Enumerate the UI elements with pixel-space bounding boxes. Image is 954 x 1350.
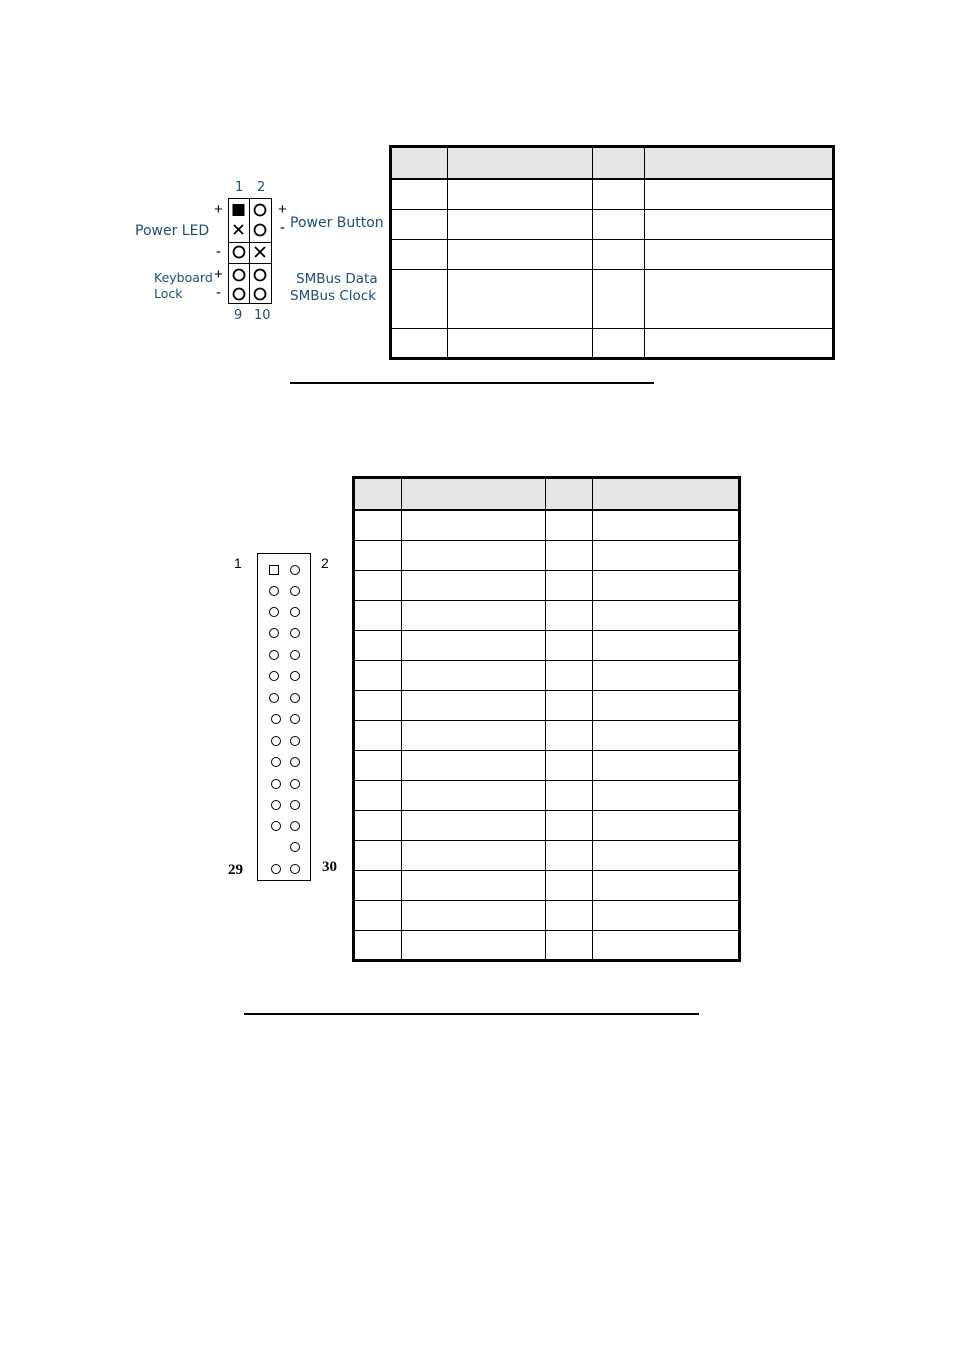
table-cell [402,630,546,660]
table-cell [402,540,546,570]
header-cell [546,478,593,511]
pin-1-square [269,565,279,575]
table-cell [354,840,402,870]
table-cell [593,540,740,570]
pin-8-circle [255,270,266,281]
header-cell [402,478,546,511]
table-cell [546,660,593,690]
table-cell [593,510,740,540]
table-cell [354,660,402,690]
table-row [354,570,740,600]
table-cell [546,870,593,900]
table-cell [546,690,593,720]
table-cell [593,750,740,780]
table-cell [546,510,593,540]
table-row [354,540,740,570]
table-cell [546,780,593,810]
pin-circle [290,650,300,660]
table-cell [593,660,740,690]
table-cell [402,690,546,720]
pin-circle [290,693,300,703]
table-cell [546,930,593,960]
table-cell [354,930,402,960]
table-cell [402,660,546,690]
table-cell [593,690,740,720]
pin-circle [290,800,300,810]
table-cell [546,570,593,600]
pin-1-square [233,204,245,216]
pin-circle [290,565,300,575]
table-row [354,810,740,840]
table-row [354,930,740,960]
header-cell [645,147,834,180]
pin-table-1 [389,145,835,360]
minus-sign: - [280,219,285,236]
pin-circle [269,586,279,596]
table-row [354,870,740,900]
table-row [354,900,740,930]
table-cell [593,570,740,600]
pin-10-circle [255,289,266,300]
table-cell [593,780,740,810]
table-row [354,780,740,810]
table-row [391,269,834,328]
pin-number-9: 9 [234,308,243,323]
pin-circle [290,779,300,789]
pin-circle [290,714,300,724]
pin-2-circle [255,205,266,216]
pin-circle [290,842,300,852]
header-cell [593,478,740,511]
pin-circle [271,800,281,810]
pin-circle [271,821,281,831]
pin-number-30: 30 [322,859,337,875]
table-row [354,690,740,720]
table-row [391,179,834,209]
plus-sign: + [278,201,287,218]
pin-circle [290,736,300,746]
table-row [391,328,834,358]
pin-number-1: 1 [235,180,244,195]
pin-table-2 [352,476,741,962]
table-row [391,239,834,269]
pin-circle [269,671,279,681]
table-cell [354,540,402,570]
pin-circle [290,757,300,767]
idc-header-outline [257,553,311,881]
pin-4-circle [255,225,266,236]
pin-3-x [234,225,243,234]
table-cell [546,600,593,630]
table-cell [546,750,593,780]
pin-number-29: 29 [228,862,243,878]
pin-circle [269,628,279,638]
pin-circle [290,628,300,638]
table-cell [593,810,740,840]
table-cell [593,840,740,870]
table-cell [354,600,402,630]
table-cell [402,720,546,750]
table-cell [354,750,402,780]
table-cell [546,810,593,840]
table-cell [402,570,546,600]
pin-9-circle [234,289,245,300]
table-cell [593,630,740,660]
table-cell [354,570,402,600]
table-cell [402,780,546,810]
lock-label: Lock [154,286,183,301]
table-cell [546,720,593,750]
header-cell [391,147,448,180]
table-cell [354,870,402,900]
table-cell [354,780,402,810]
power-button-label: Power Button [290,215,384,231]
smbus-clock-label: SMBus Clock [290,288,377,304]
header-cell [593,147,645,180]
pin-circle [290,864,300,874]
table-cell [354,510,402,540]
plus-sign: + [214,201,223,218]
pin-circle [271,736,281,746]
table-row [354,750,740,780]
pin-number-2: 2 [257,180,266,195]
table-cell [402,510,546,540]
smbus-data-label: SMBus Data [296,271,378,287]
table-cell [402,750,546,780]
pin-circle [290,671,300,681]
caption-underline-1 [290,382,654,384]
table-cell [593,720,740,750]
pin-circle [269,650,279,660]
table-cell [593,900,740,930]
pin-number-2: 2 [321,555,329,571]
pin-number-1: 1 [234,555,242,571]
pin-circle [271,779,281,789]
pin-circle [271,864,281,874]
pin-circle [269,607,279,617]
table-cell [402,930,546,960]
minus-sign: - [216,284,221,301]
table-row [354,630,740,660]
header-cell [448,147,593,180]
power-led-label: Power LED [135,223,210,239]
pin-circle [271,714,281,724]
table-cell [593,870,740,900]
table-row [354,510,740,540]
table-cell [354,810,402,840]
pin-number-10: 10 [254,308,271,323]
pin-6-x [255,247,265,257]
table-row [354,840,740,870]
table-cell [593,600,740,630]
minus-sign: - [216,243,221,260]
table-cell [402,870,546,900]
table-row [391,209,834,239]
pin-5-circle [234,247,245,258]
table-cell [354,720,402,750]
table-cell [593,930,740,960]
table-cell [354,900,402,930]
table-cell [546,540,593,570]
table-cell [402,600,546,630]
table-cell [546,840,593,870]
keyboard-label: Keyboard [154,270,213,285]
table-row [354,660,740,690]
pin-7-circle [234,270,245,281]
table-cell [402,900,546,930]
table-cell [546,630,593,660]
header-cell [354,478,402,511]
plus-sign: + [214,266,223,283]
pin-circle [290,821,300,831]
pin-circle [271,757,281,767]
pin-circle [290,607,300,617]
table-header-row [391,147,834,180]
caption-underline-2 [244,1013,699,1015]
table-cell [402,840,546,870]
table-cell [402,810,546,840]
pin-circle [269,693,279,703]
pin-circle [290,586,300,596]
table-cell [354,630,402,660]
table-row [354,600,740,630]
pin-glyphs [228,198,272,304]
table-cell [354,690,402,720]
table-header-row [354,478,740,511]
table-row [354,720,740,750]
table-cell [546,900,593,930]
